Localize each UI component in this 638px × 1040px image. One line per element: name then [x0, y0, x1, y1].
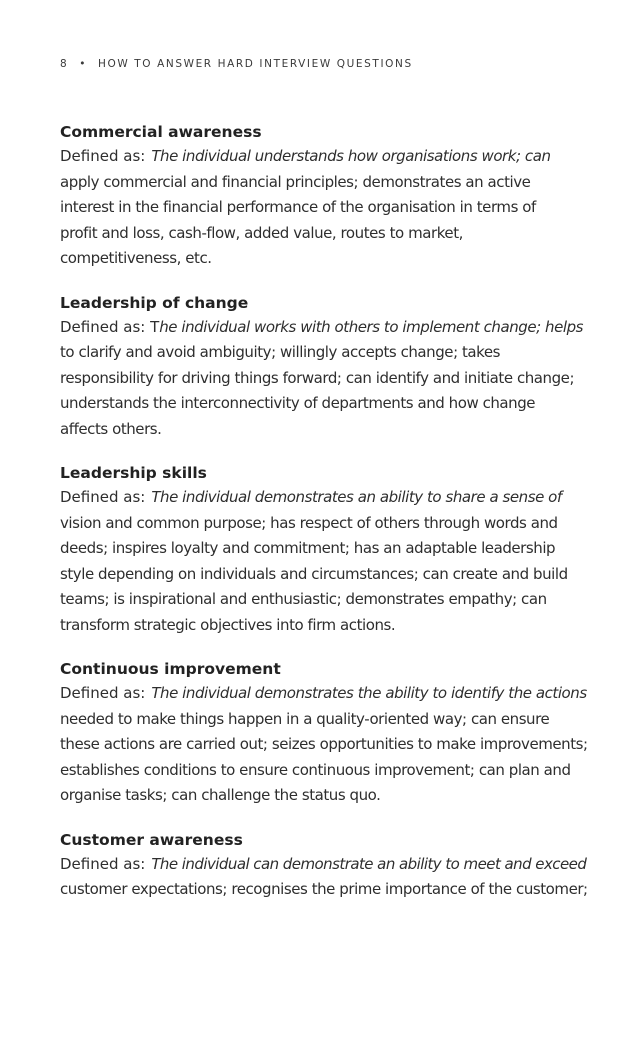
defined-as-label: Defined as: T [60, 317, 160, 336]
running-head [60, 58, 413, 70]
definition-line: teams; is inspirational and enthusiastic; demonstrates empathy; can [60, 590, 547, 608]
definition-line: Defined as: The individual demonstrates an ability to share a sense of [60, 488, 562, 506]
section-heading: Leadership of change [60, 293, 249, 312]
definition-line: to clarify and avoid ambiguity; willingly accepts change; takes [60, 343, 501, 361]
definition-line: vision and common purpose; has respect of others through words and [60, 513, 558, 532]
definition-line: Defined as: The individual understands how organisations work; can [60, 147, 551, 165]
section-heading: Customer awareness [60, 830, 243, 849]
defined-as-label: Defined as: [60, 147, 146, 165]
definition-line: organise tasks; can challenge the status quo. [60, 786, 381, 804]
definition-line: establishes conditions to ensure continuous improvement; can plan and [60, 760, 571, 779]
section-heading: Leadership skills [60, 464, 207, 482]
definition-line: interest in the financial performance of the organisation in terms of [60, 198, 536, 216]
defined-as-label: Defined as: [60, 684, 146, 702]
definition-line: competitiveness, etc. [60, 249, 212, 267]
book-title: HOW TO ANSWER HARD INTERVIEW QUESTIONS [97, 58, 413, 70]
definition-line: understands the interconnectivity of departments and how change [60, 394, 536, 412]
definition-line: Defined as: The individual demonstrates the ability to identify the actions [60, 684, 587, 702]
definition-line: Defined as: The individual can demonstrate an ability to meet and exceed [60, 854, 587, 873]
defined-as-label: Defined as: [60, 488, 146, 506]
section-heading: Continuous improvement [60, 660, 281, 678]
section-customer-awareness [60, 828, 588, 903]
definition-line: customer expectations; recognises the prime importance of the customer; [60, 880, 588, 898]
defined-as-label: Defined as: [60, 854, 146, 873]
definition-line: apply commercial and financial principles; demonstrates an active [60, 172, 531, 191]
separator-bullet: • [79, 58, 88, 70]
section-leadership-skills [60, 461, 588, 638]
definition-line: profit and loss, cash-flow, added value, routes to market, [60, 223, 463, 242]
definition-line: deeds; inspires loyalty and commitment; has an adaptable leadership [60, 539, 556, 557]
definition-line: style depending on individuals and circumstances; can create and build [60, 564, 568, 583]
page-number: 8 [60, 58, 69, 70]
definition-line: these actions are carried out; seizes opportunities to make improvements; [60, 735, 588, 753]
page-body [60, 120, 588, 922]
definition-line: responsibility for driving things forward; can identify and initiate change; [60, 368, 575, 387]
definition-line: needed to make things happen in a quality-oriented way; can ensure [60, 709, 550, 728]
section-leadership-of-change [60, 291, 588, 443]
section-commercial-awareness [60, 120, 588, 272]
section-continuous-improvement [60, 657, 588, 809]
definition-line: transform strategic objectives into firm actions. [60, 615, 396, 634]
section-heading: Commercial awareness [60, 123, 262, 141]
definition-line: Defined as: The individual works with others to implement change; helps [60, 317, 584, 336]
definition-line: affects others. [60, 419, 162, 438]
